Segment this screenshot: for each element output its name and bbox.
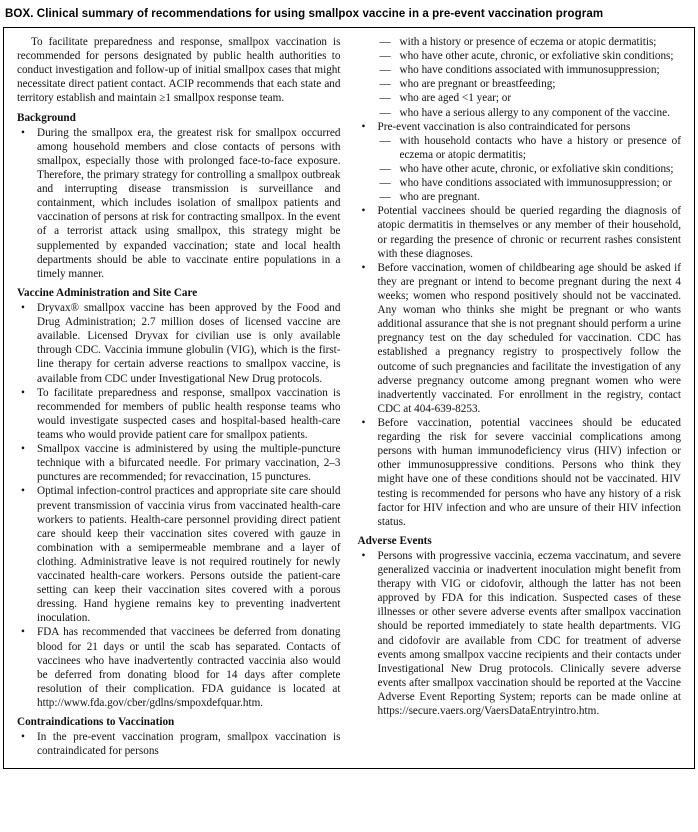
section-heading-vaccine-administration: Vaccine Administration and Site Care <box>17 286 198 299</box>
bullet-marker: • <box>361 120 366 133</box>
bullet-marker: • <box>21 731 25 744</box>
item-text: with a history or presence of eczema or atopic dermatitis; <box>399 36 657 48</box>
dash-marker: — <box>379 78 391 91</box>
dash-marker: — <box>379 92 391 105</box>
bullet-marker: • <box>361 549 366 562</box>
dash-marker: — <box>379 36 391 48</box>
dash-item <box>358 106 682 120</box>
bullet-item <box>17 386 341 442</box>
item-text: Dryvax® smallpox vaccine has been approved by the Food and Drug Administration; 2.7 million doses of licensed vaccine are available. Licensed Dryvax for civilian use is only available through CDC. Vaccinia immune globulin (VIG), which is the first-line therapy for certain adverse reactions to smallpox vaccine, is available from CDC under Investigational New Drug protocols. <box>37 301 341 385</box>
dash-marker: — <box>379 50 391 63</box>
bullet-item <box>17 126 341 281</box>
summary-box <box>3 27 695 769</box>
dash-item <box>358 162 682 176</box>
bullet-marker: • <box>21 626 25 639</box>
item-text: who are aged <1 year; or <box>399 92 512 105</box>
dash-marker: — <box>379 106 391 119</box>
intro-paragraph: To facilitate preparedness and response, smallpox vaccination is recommended for persons designated by public health authorities to conduct investigation and follow-up of initial smallpox cases that might necessitate direct patient contact. ACIP recommends that each state and territory establish and maintain ≥1 smallpox response team. <box>17 36 341 105</box>
item-text: Optimal infection-control practices and appropriate site care should prevent transmission of vaccinia virus from vaccinated health-care workers to patients. Health-care personnel providing direct patient care should keep their vaccination sites covered with gauze in combination with a semipermeable membrane and a layer of clothing. Administrative leave is not required routinely for newly vaccinated health-care workers. Persons outside the patient-care setting can keep their vaccination sites covered with a porous dressing. Hand hygiene remains key to preventing inadvertent inoculation. <box>37 485 341 625</box>
bullet-item <box>17 301 341 386</box>
box-title: BOX. Clinical summary of recommendations for using smallpox vaccine in a pre-event vaccination program <box>5 8 604 20</box>
item-text: Pre-event vaccination is also contraindicated for persons <box>377 120 631 133</box>
bullet-marker: • <box>21 386 25 399</box>
item-text: who have conditions associated with immunosuppression; <box>399 64 660 77</box>
section-heading-background: Background <box>17 111 76 124</box>
section-heading-adverse-events: Adverse Events <box>357 534 432 547</box>
bullet-item <box>358 204 682 260</box>
dash-marker: — <box>379 177 391 190</box>
section-heading-contraindications: Contraindications to Vaccination <box>17 716 175 729</box>
dash-marker: — <box>379 191 391 204</box>
item-text: who have conditions associated with immunosuppression; or <box>399 177 672 190</box>
bullet-item <box>358 261 682 416</box>
left-column <box>17 35 341 758</box>
bullet-marker: • <box>21 301 25 314</box>
bullet-marker: • <box>21 126 25 139</box>
bullet-item <box>358 120 682 134</box>
bullet-marker: • <box>361 261 366 274</box>
dash-item <box>358 63 682 77</box>
item-text: who are pregnant or breastfeeding; <box>399 78 556 91</box>
item-text: who are pregnant. <box>399 191 480 204</box>
bullet-item <box>17 730 341 758</box>
dash-item <box>358 49 682 63</box>
bullet-item <box>17 625 341 710</box>
item-text: who have other acute, chronic, or exfoliative skin conditions; <box>399 50 674 63</box>
bullet-marker: • <box>361 416 366 429</box>
item-text: To facilitate preparedness and response, smallpox vaccination is recommended for members of public health response teams who would investigate suspected cases and hospital-based health-care teams who would provide patient care for smallpox patients. <box>37 386 341 441</box>
bullet-marker: • <box>361 205 366 218</box>
dash-item <box>358 134 682 162</box>
item-text: who have other acute, chronic, or exfoliative skin conditions; <box>399 162 674 175</box>
item-text: FDA has recommended that vaccinees be deferred from donating blood for 21 days or until the scab has separated. Contacts of vaccinees who have inadvertently contracted vaccinia also would be deferred from donating blood for 14 days after complete resolution of their complication. FDA guidance is located at http://www.fda.gov/cber/gdlns/smpoxdefquar.htm. <box>37 626 341 710</box>
dash-marker: — <box>379 64 391 77</box>
right-column <box>358 35 682 758</box>
bullet-item <box>17 484 341 625</box>
dash-item <box>358 91 682 105</box>
bullet-marker: • <box>21 443 25 456</box>
item-text: with household contacts who have a history or presence of eczema or atopic dermatitis; <box>399 134 681 161</box>
item-text: Persons with progressive vaccinia, eczema vaccinatum, and severe generalized vaccinia or inadvertent inoculation might benefit from therapy with VIG or cidofovir, although the latter has not been approved by FDA for this indication. Suspected cases of these illnesses or other severe adverse events after smallpox vaccination should be reported immediately to state health departments. VIG and cidofovir are available from CDC for treatment of adverse events among smallpox vaccine recipients and their contacts under Investigational New Drug protocols. Clinically severe adverse events after smallpox vaccination should be reported at the Vaccine Adverse Event Reporting System; reports can be made online at https://secure.vaers.org/VaersDataEntryintro.htm. <box>377 549 681 718</box>
dash-item <box>358 35 682 49</box>
bullet-item <box>358 549 682 718</box>
item-text: During the smallpox era, the greatest risk for smallpox occurred among household members and close contacts of persons with smallpox, especially those with prolonged face-to-face exposure. Therefore, the primary strategy for controlling a smallpox outbreak and interrupting disease transmission is surveillance and containment, which includes isolation of smallpox patients and vaccination of persons at risk for contracting smallpox. In the event of a terrorist attack using smallpox, this strategy might be supplemented by expanded vaccination; state and local health departments should be able to vaccinate entire populations in a timely manner. <box>37 126 341 280</box>
item-text: Smallpox vaccine is administered by using the multiple-puncture technique with a bifurcated needle. For primary vaccination, 2–3 punctures are recommended; for revaccination, 15 punctures. <box>37 443 341 484</box>
dash-item <box>358 190 682 204</box>
dash-item <box>358 176 682 190</box>
item-text: Potential vaccinees should be queried regarding the diagnosis of atopic dermatitis in themselves or any member of their household, or regarding the presence of chronic or recurrent rashes consistent with these diagnoses. <box>377 205 681 260</box>
item-text: Before vaccination, women of childbearing age should be asked if they are pregnant or intend to become pregnant during the next 4 weeks; women who respond positively should not be vaccinated. Any woman who thinks she might be pregnant or who wants additional assurance that she is not pregnant should perform a urine pregnancy test on the day scheduled for vaccination. CDC has established a pregnancy registry to prospectively follow the outcome of such pregnancies and facilitate the investigation of any adverse pregnancy outcome among pregnant women who were inadvertently vaccinated. For enrollment in the registry, contact CDC at 404-639-8253. <box>377 261 681 415</box>
item-text: who have a serious allergy to any component of the vaccine. <box>399 106 670 119</box>
item-text: Before vaccination, potential vaccinees should be educated regarding the risk for severe vaccinial complications among persons with human immunodeficiency virus (HIV) infection or other immunosuppressive conditions. Persons who think they might have one of these conditions should not be vaccinated. HIV testing is recommended for persons who have any history of a risk factor for HIV infection and who are unsure of their HIV infection status. <box>377 416 681 528</box>
bullet-item <box>17 442 341 484</box>
dash-marker: — <box>379 134 391 147</box>
item-text: In the pre-event vaccination program, smallpox vaccination is contraindicated for persons <box>37 731 341 758</box>
dash-item <box>358 77 682 91</box>
bullet-item <box>358 416 682 529</box>
bullet-marker: • <box>21 485 25 498</box>
dash-marker: — <box>379 162 391 175</box>
